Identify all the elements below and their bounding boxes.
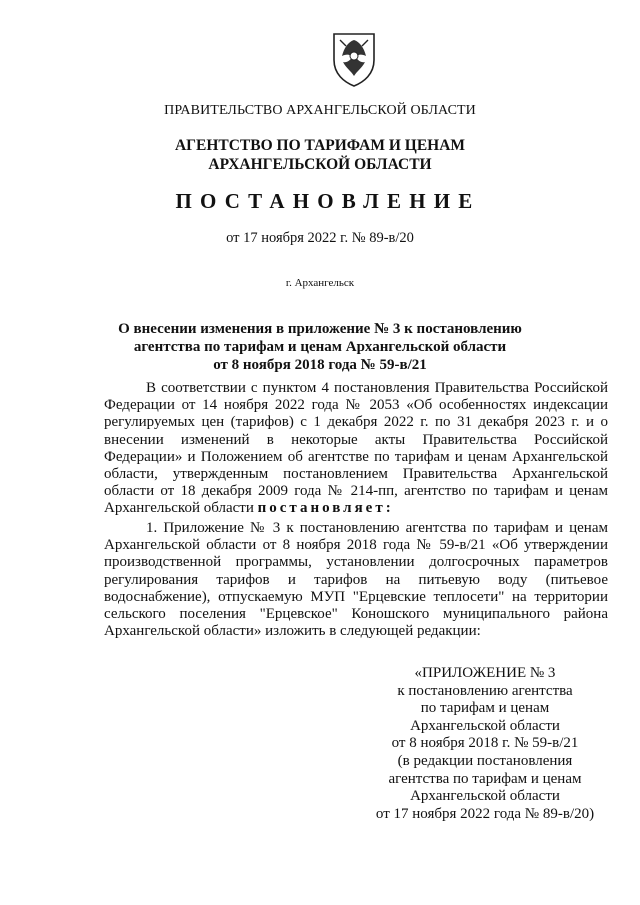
decree-keyword: постановляет: (257, 500, 394, 517)
document-type: ПОСТАНОВЛЕНИЕ (175, 189, 481, 213)
subject-line1: О внесении изменения в приложение № 3 к постановлению (118, 321, 522, 337)
appendix-line: «ПРИЛОЖЕНИЕ № 3 (414, 665, 556, 681)
paragraph-preamble-text: В соответствии с пунктом 4 постановления Правительства Российской Федерации от 14 ноября 2022 года № 2053 «Об особенностях индексации регулируемых цен (тарифов) с 1 декабря 2022 г. по 31 декабря 2023 г. и о внесении изменений в некоторые акты Правительства Российской Федерации» и Положением об агентстве по тарифам и ценам Архангельской области, утвержденным постановлением Правительства Архангельской области от 18 декабря 2009 года № 214-пп, агентство по тарифам и ценам Архангельской области (104, 380, 608, 517)
appendix-line: агентства по тарифам и ценам (388, 770, 582, 787)
coat-of-arms-icon (330, 30, 378, 88)
appendix-line: (в редакции постановления (397, 752, 573, 769)
appendix-line: по тарифам и ценам (420, 700, 550, 717)
paragraph-preamble (104, 380, 608, 518)
city: г. Архангельск (285, 277, 355, 289)
agency-name-line2: АРХАНГЕЛЬСКОЙ ОБЛАСТИ (208, 156, 432, 173)
appendix-heading (366, 665, 604, 823)
agency-name-line1: АГЕНТСТВО ПО ТАРИФАМ И ЦЕНАМ (174, 137, 466, 154)
document-subject (0, 320, 640, 374)
appendix-line: Архангельской области (410, 788, 560, 805)
appendix-line: от 8 ноября 2018 г. № 59-в/21 (391, 735, 579, 752)
subject-line3: от 8 ноября 2018 года № 59-в/21 (213, 357, 427, 373)
agency-name (0, 136, 640, 174)
government-name: ПРАВИТЕЛЬСТВО АРХАНГЕЛЬСКОЙ ОБЛАСТИ (164, 103, 476, 118)
appendix-line: от 17 ноября 2022 года № 89-в/20) (375, 805, 595, 822)
appendix-line: к постановлению агентства (397, 682, 573, 699)
paragraph-item-1: 1. Приложение № 3 к постановлению агентства по тарифам и ценам Архангельской области от 8 ноября 2018 года № 59-в/21 «Об утверждении производственной программы, установлении долгосрочных параметров регулирования тарифов и тарифов на питьевую воду (питьевое водоснабжение), отпускаемую МУП "Ерцевские теплосети" на территории сельского поселения "Ерцевское" Коношского муниципального района Архангельской области» изложить в следующей редакции: (104, 520, 608, 640)
subject-line2: агентства по тарифам и ценам Архангельской области (133, 339, 507, 355)
date-number: от 17 ноября 2022 г. № 89-в/20 (226, 230, 414, 246)
appendix-line: Архангельской области (410, 717, 560, 734)
